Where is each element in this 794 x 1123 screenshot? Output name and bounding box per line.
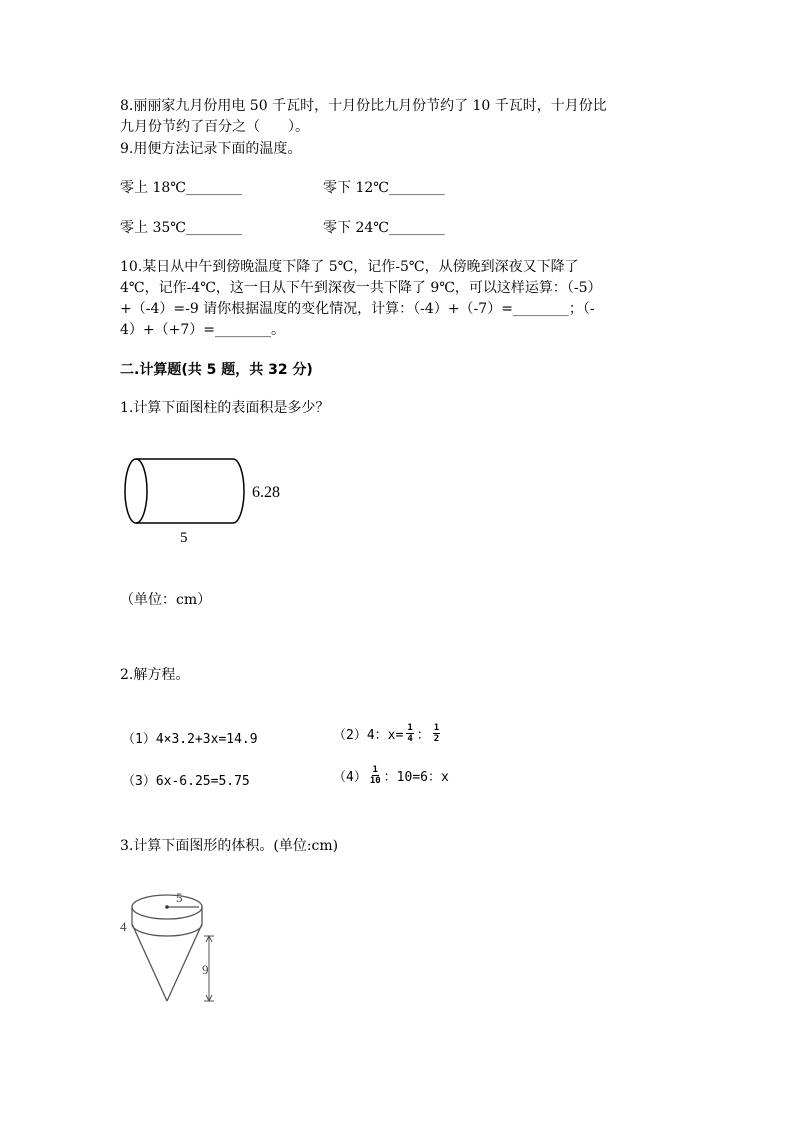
c3-title: 3.计算下面图形的体积。(单位:cm) bbox=[120, 838, 339, 854]
q9-item-4: 零下 24℃________ bbox=[323, 220, 445, 236]
cylinder-left-face bbox=[125, 459, 147, 523]
fraction-denominator: 10 bbox=[369, 776, 381, 786]
q9-item-2: 零下 12℃________ bbox=[323, 180, 445, 196]
cylinder-bottom-arc bbox=[132, 924, 202, 936]
fraction-numerator: 1 bbox=[407, 723, 413, 733]
q10-line1: 10.某日从中午到傍晚温度下降了 5℃，记作-5℃，从傍晚到深夜又下降了 bbox=[120, 259, 579, 275]
equation-3: （3）6x-6.25=5.75 bbox=[122, 774, 250, 789]
equation-4-fraction bbox=[370, 765, 381, 786]
equation-4 bbox=[333, 765, 449, 786]
cylinder-length-label: 5 bbox=[180, 530, 188, 546]
q10-line3: +（-4）=-9 请你根据温度的变化情况，计算：（-4）+（-7）=________；（- bbox=[120, 301, 595, 317]
c2-title: 2.解方程。 bbox=[120, 667, 190, 683]
equation-2 bbox=[333, 723, 443, 744]
c1-title: 1.计算下面图柱的表面积是多少？ bbox=[120, 400, 330, 416]
q8-line1: 8.丽丽家九月份用电 50 千瓦时，十月份比九月份节约了 10 千瓦时，十月份比 bbox=[120, 98, 607, 114]
fraction-numerator: 1 bbox=[433, 723, 440, 733]
equation-4-prefix: （4） bbox=[333, 770, 367, 785]
equation-2-fraction-1 bbox=[406, 723, 413, 744]
cone-height-label: 9 bbox=[202, 962, 209, 977]
q10-line2: 4℃，记作-4℃，这一日从下午到深夜一共下降了 9℃，可以这样运算：（-5） bbox=[120, 280, 602, 296]
q9-title: 9.用便方法记录下面的温度。 bbox=[120, 141, 302, 157]
center-point bbox=[165, 905, 169, 909]
q9-item-1: 零上 18℃________ bbox=[120, 180, 242, 196]
fraction-numerator: 1 bbox=[372, 765, 378, 775]
equation-4-suffix: ：10=6：x bbox=[383, 770, 449, 785]
equation-2-prefix: （2）4：x= bbox=[333, 728, 404, 743]
cylinder-circumference-label: 6.28 bbox=[252, 484, 280, 501]
fraction-denominator: 2 bbox=[433, 734, 440, 744]
cylinder-figure bbox=[118, 450, 298, 550]
equation-2-fraction-2 bbox=[433, 723, 440, 744]
q8-line2: 九月份节约了百分之（ ）。 bbox=[120, 119, 309, 135]
cylinder-right-arc bbox=[233, 459, 244, 523]
radius-label: 5 bbox=[176, 890, 183, 905]
height-label: 4 bbox=[120, 919, 127, 934]
q10-line4: 4）+（+7）=________。 bbox=[120, 322, 286, 338]
equation-1: （1）4×3.2+3x=14.9 bbox=[122, 732, 258, 747]
c1-unit: （单位：cm） bbox=[120, 592, 212, 608]
fraction-denominator: 4 bbox=[407, 734, 413, 744]
section-2-heading: 二.计算题(共 5 题，共 32 分) bbox=[120, 362, 313, 378]
q9-item-3: 零上 35℃________ bbox=[120, 220, 242, 236]
equation-2-colon: ： bbox=[416, 728, 430, 743]
cylinder-cone-figure bbox=[112, 880, 232, 1008]
